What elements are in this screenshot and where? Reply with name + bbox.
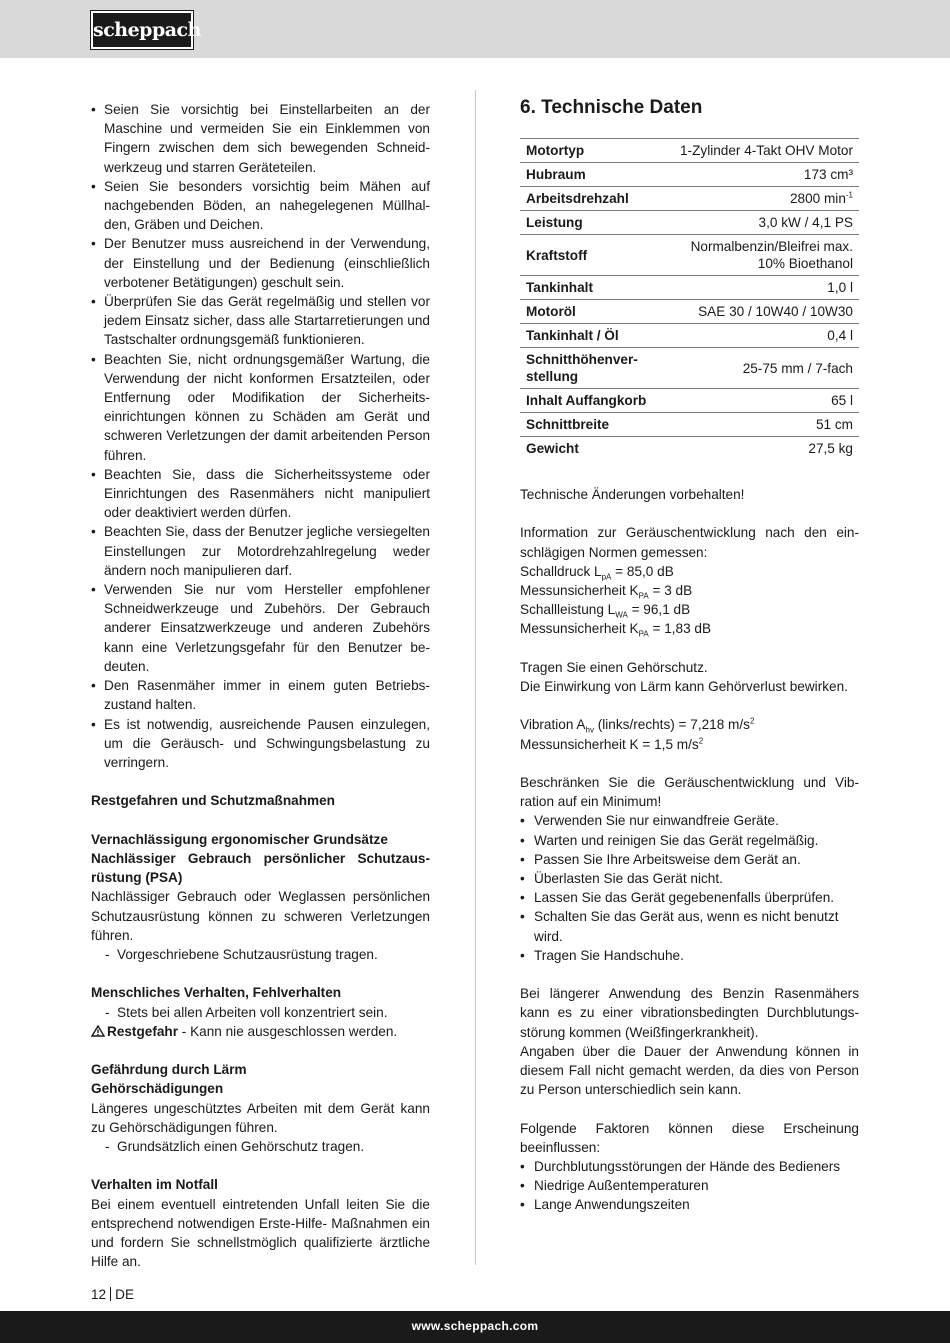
table-row [520, 139, 859, 163]
measure-label: Schallleistung L [520, 602, 616, 618]
table-value: 3,0 kW / 4,1 PS [670, 211, 859, 235]
hearing-damage-heading: Gehörschädigungen [91, 1081, 224, 1097]
table-key: Leistung [520, 211, 670, 235]
table-key: Kraftstoff [520, 235, 670, 276]
residual-risk-line [91, 1022, 430, 1041]
table-row [520, 413, 859, 437]
page-number-value: 12 [91, 1287, 107, 1302]
header-bar [0, 0, 950, 58]
measure-subscript: pA [601, 572, 612, 582]
table-row [520, 276, 859, 300]
factors-text: Folgende Faktoren können diese Erscheinung beeinflussen: [520, 1120, 859, 1155]
table-row [520, 235, 859, 276]
table-row [520, 163, 859, 187]
measure-label: Vibration A [520, 717, 586, 733]
warning-triangle-icon [91, 1022, 107, 1041]
table-value: 27,5 kg [808, 441, 853, 456]
hearing-loss-text: Die Einwirkung von Lärm kann Gehörverlust bewirken. [520, 679, 848, 694]
list-item: • Warten und reinigen Sie das Gerät regelmäßig. [520, 831, 859, 850]
limit-text: Beschränken Sie die Geräuschentwicklung und Vibration auf ein Minimum! [520, 774, 859, 810]
measure-label: Messunsicherheit K [520, 621, 639, 637]
measure-subscript: PA [638, 630, 649, 640]
right-column [520, 97, 859, 1215]
list-item: • Durchblutungsstörungen der Hände des Bedieners [520, 1157, 859, 1176]
residual-risks-heading: Restgefahren und Schutzmaßnahmen [91, 793, 335, 809]
list-item: • Überlasten Sie das Gerät nicht. [520, 869, 859, 888]
changes-note: Technische Änderungen vorbehalten! [520, 487, 745, 502]
human-behaviour-heading: Menschliches Verhalten, Fehlverhalten [91, 985, 342, 1001]
emergency-text: Bei einem eventuell eintretenden Unfall leiten Sie die entsprechend notwendigen Erste-Hilfe- Maßnahmen ein und fordern Sie schnellstmöglich qualifizierte ärztliche Hilfe an. [91, 1196, 430, 1270]
measurement-sound-power [520, 600, 859, 619]
table-row [520, 389, 859, 413]
language-code: DE [115, 1287, 135, 1302]
ergonomics-heading: Vernachlässigung ergonomischer Grundsätze [91, 831, 388, 847]
tech-data-table [520, 138, 859, 460]
measure-value: = 85,0 dB [611, 563, 674, 579]
table-value [670, 235, 859, 276]
page-number [91, 1287, 134, 1302]
measurement-uncertainty-2 [520, 619, 859, 638]
table-value: 65 l [670, 389, 859, 413]
table-value: 1,0 l [670, 276, 859, 300]
list-item: • Beachten Sie, nicht ordnungsgemäßer Wartung, die Verwendung der nicht konformen Ersatzteilen, oder Entfernung oder Modifikation der Sicherheitseinrichtungen können zu Schäden am Gerät und schweren Verletzungen der damit arbeitenden Person führen. [91, 350, 430, 465]
long-use-text-2: Angaben über die Dauer der Anwendung können in diesem Fall nicht gemacht werden, da dies von Person zu Person unterschiedlich sein kann. [520, 1043, 859, 1098]
table-key: Motortyp [520, 139, 670, 163]
table-key: Schnittbreite [520, 413, 670, 437]
column-divider [475, 90, 476, 1265]
footer-bar [0, 1311, 950, 1343]
table-row [520, 437, 859, 461]
ppe-text: Nachlässiger Gebrauch oder Weglassen persönlichen Schutzausrüstung können zu schweren Verletzungen führen. [91, 889, 430, 943]
list-item: • Verwenden Sie nur einwandfreie Geräte. [520, 811, 859, 830]
table-key: Gewicht [526, 441, 579, 456]
table-value [670, 187, 859, 211]
list-item: • Seien Sie besonders vorsichtig beim Mähen auf nachgebenden Böden, an nahegelegenen Müllhalden, Gräben und Deichen. [91, 177, 430, 235]
residual-risk-text: - Kann nie ausgeschlossen werden. [178, 1023, 398, 1039]
fuel-line-2: 10% Bioethanol [757, 256, 853, 271]
measurement-sound-pressure [520, 562, 859, 581]
human-dash-list [91, 1003, 430, 1022]
rpm-exponent: -1 [845, 190, 853, 200]
rpm-value: 2800 min [789, 191, 846, 206]
list-item: - Vorgeschriebene Schutzausrüstung tragen. [91, 945, 430, 964]
table-row [520, 324, 859, 348]
table-row [520, 211, 859, 235]
brand-logo: scheppach [91, 11, 193, 49]
table-key: Inhalt Auffangkorb [520, 389, 670, 413]
table-key: Schnitthöhenverstellung [520, 348, 670, 389]
vibration-value [520, 715, 859, 734]
vibration-uncertainty [520, 735, 859, 754]
measure-label: Messunsicherheit K [520, 583, 639, 598]
list-item: - Grundsätzlich einen Gehörschutz tragen. [91, 1137, 430, 1156]
table-value: SAE 30 / 10W40 / 10W30 [670, 300, 859, 324]
section-title: 6. Technische Daten [520, 97, 703, 118]
list-item: • Passen Sie Ihre Arbeitsweise dem Gerät an. [520, 850, 859, 869]
measure-value: = 96,1 dB [627, 602, 691, 618]
list-item: • Überprüfen Sie das Gerät regelmäßig und stellen vor jedem Einsatz sicher, dass alle Startarretierungen und Tastschalter ordnungsgemäß funktionieren. [91, 292, 430, 350]
measure-exponent: 2 [698, 736, 704, 746]
measure-value: (links/rechts) = 7,218 m/s [593, 717, 750, 733]
measure-subscript: PA [638, 591, 649, 601]
table-row [520, 348, 859, 389]
measure-exponent: 2 [749, 716, 755, 726]
long-use-text: Bei längerer Anwendung des Benzin Rasenmähers kann es zu einer vibrationsbedingten Durchblutungsstörung kommen (Weißfingerkrankheit). [520, 986, 859, 1040]
factors-bullet-list [520, 1157, 859, 1215]
list-item: • Beachten Sie, dass die Sicherheitssysteme oder Einrichtungen des Rasenmähers nicht manipuliert oder deaktiviert werden dürfen. [91, 465, 430, 523]
noise-info-text: Information zur Geräuschentwicklung nach den einschlägigen Normen gemessen: [520, 525, 859, 560]
ppe-heading: Nachlässiger Gebrauch persönlicher Schutzausrüstung (PSA) [91, 850, 430, 886]
noise-hazard-heading: Gefährdung durch Lärm [91, 1062, 247, 1078]
list-item: - Stets bei allen Arbeiten voll konzentriert sein. [91, 1003, 430, 1022]
table-row [520, 187, 859, 211]
list-item: • Seien Sie vorsichtig bei Einstellarbeiten an der Maschine und vermeiden Sie ein Einklemmen von Fingern zwischen dem sich bewegenden Schneidwerkzeug und starren Geräteteilen. [91, 100, 430, 177]
list-item: • Den Rasenmäher immer in einem guten Betriebszustand halten. [91, 676, 430, 714]
list-item: • Verwenden Sie nur vom Hersteller empfohlener Schneidwerkzeuge und Zubehörs. Der Gebrauch anderer Einsatzwerkzeuge und anderen Zubehörs kann eine Verletzungsgefahr für den Benutzer bedeuten. [91, 580, 430, 676]
list-item: • Es ist notwendig, ausreichende Pausen einzulegen, um die Geräusch- und Schwingungsbelastung zu verringern. [91, 715, 430, 773]
safety-bullet-list [91, 100, 430, 772]
table-value: 1-Zylinder 4-Takt OHV Motor [670, 139, 859, 163]
table-key: Tankinhalt [520, 276, 670, 300]
table-value: 25-75 mm / 7-fach [670, 348, 859, 389]
measure-subscript: hv [585, 726, 594, 736]
residual-risk-label: Restgefahr [107, 1023, 179, 1039]
measure-label: Schalldruck L [520, 563, 602, 579]
list-item: • Der Benutzer muss ausreichend in der Verwendung, der Einstellung und der Bedienung (einschließlich verbotener Betätigungen) geschult sein. [91, 234, 430, 292]
hearing-dash-list [91, 1137, 430, 1156]
measure-value: Messunsicherheit K = 1,5 m/s [520, 736, 699, 752]
page-separator [110, 1287, 111, 1301]
list-item: • Niedrige Außentemperaturen [520, 1176, 859, 1195]
emergency-heading: Verhalten im Notfall [91, 1177, 218, 1193]
left-column [91, 100, 430, 1271]
list-item: • Tragen Sie Handschuhe. [520, 946, 859, 965]
table-value: 51 cm [670, 413, 859, 437]
ear-protection-text: Tragen Sie einen Gehörschutz. [520, 659, 708, 675]
measurement-uncertainty-1 [520, 581, 859, 600]
hearing-damage-text: Längeres ungeschütztes Arbeiten mit dem Gerät kann zu Gehörschädigungen führen. [91, 1100, 430, 1135]
limit-bullet-list [520, 811, 859, 965]
table-key: Arbeitsdrehzahl [520, 187, 670, 211]
list-item: • Beachten Sie, dass der Benutzer jegliche versiegelten Einstellungen zur Motordrehzahlregelung weder ändern noch manipulieren darf. [91, 522, 430, 580]
measure-value: = 1,83 dB [648, 621, 712, 637]
list-item: • Lassen Sie das Gerät gegebenenfalls überprüfen. [520, 888, 859, 907]
ppe-dash-list [91, 945, 430, 964]
table-value: 173 cm³ [670, 163, 859, 187]
table-key: Hubraum [520, 163, 670, 187]
list-item: • Schalten Sie das Gerät aus, wenn es nicht benutzt wird. [520, 907, 859, 945]
table-key: Motoröl [520, 300, 670, 324]
table-key: Tankinhalt / Öl [520, 324, 670, 348]
list-item: • Lange Anwendungszeiten [520, 1195, 859, 1214]
measure-subscript: WA [615, 610, 628, 620]
website-link[interactable]: www.scheppach.com [411, 1319, 539, 1333]
table-row [520, 300, 859, 324]
fuel-line-1: Normalbenzin/Bleifrei max. [690, 239, 853, 254]
table-value: 0,4 l [670, 324, 859, 348]
measure-value: = 3 dB [648, 583, 693, 598]
